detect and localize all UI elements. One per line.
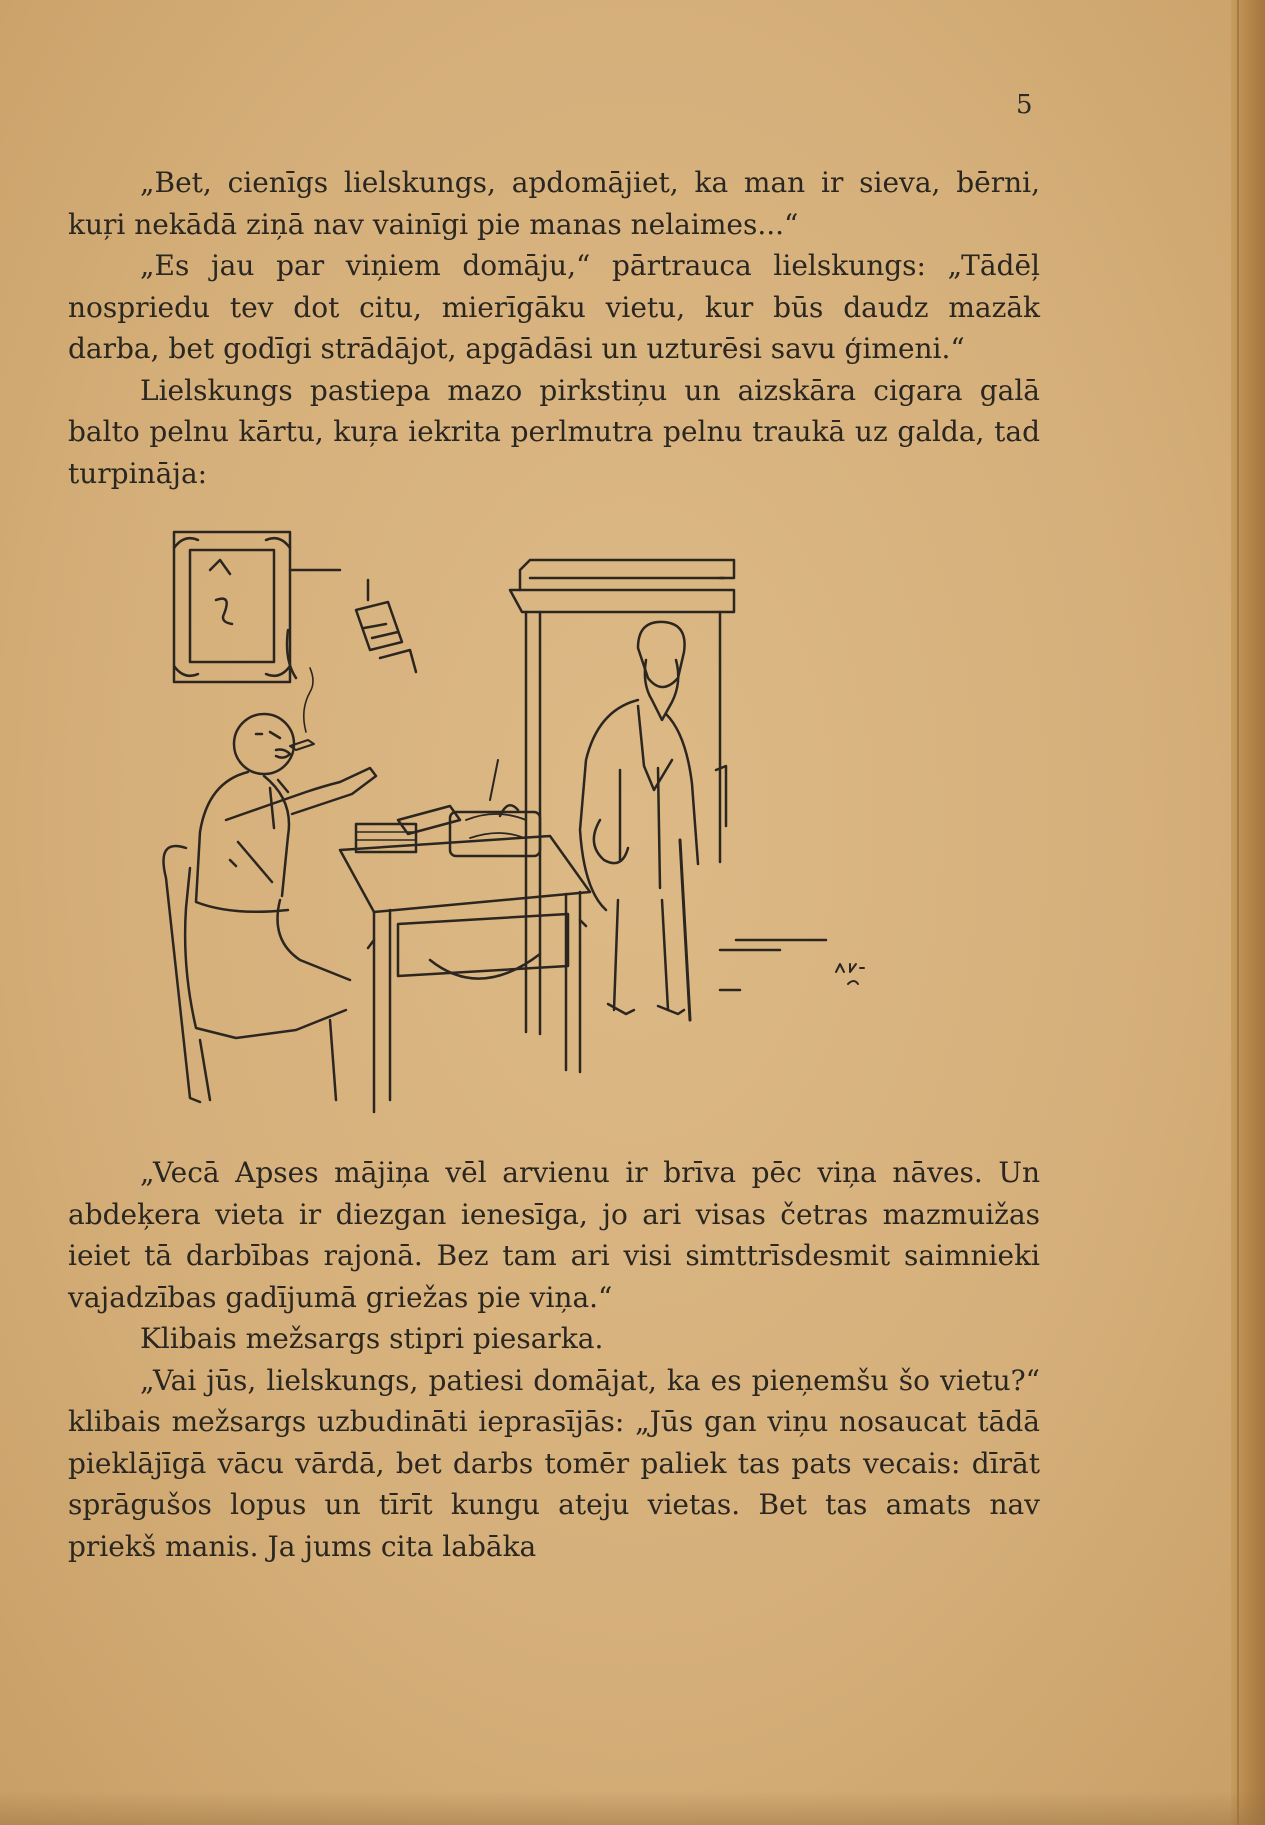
paragraph: „Es jau par viņiem domāju,“ pārtrauca lielskungs: „Tādēļ nospriedu tev dot citu, mierīgāku vietu, kur būs daudz mazāk darba, bet godīgi strādājot, apgādāsi un uzturēsi savu ģimeni.“ <box>68 249 1040 365</box>
forester-figure <box>580 622 698 1020</box>
squire-figure <box>196 668 376 980</box>
paragraph: „Bet, cienīgs lielskungs, apdomājiet, ka man ir sieva, bērni, kuŗi nekādā ziņā nav vainīgi pie manas nelaimes...“ <box>68 166 1040 241</box>
paragraph: „Vai jūs, lielskungs, patiesi domājat, ka es pieņemšu šo vietu?“ klibais mežsargs uzbudināti ieprasījās: „Jūs gan viņu nosaucat tādā pieklājīgā vācu vārdā, bet darbs tomēr paliek tas pats vecais: dīrāt sprāgušos lopus un tīrīt kungu ateju vietas. Bet tas amats nav priekš manis. Ja jums cita labāka <box>68 1363 1040 1563</box>
floor-lines <box>720 940 826 990</box>
paragraph: Klibais mežsargs stipri piesarka. <box>140 1322 604 1355</box>
binding-line <box>1237 0 1239 1825</box>
picture-frame <box>174 532 340 682</box>
paragraph: Lielskungs pastiepa mazo pirkstiņu un aizskāra cigara galā balto pelnu kārtu, kuŗa iekrita perlmutra pelnu traukā uz galda, tad turpināja: <box>68 373 1040 490</box>
page-bottom-shadow <box>0 1791 1265 1825</box>
signature-mark <box>836 964 864 984</box>
paragraph: „Vecā Apses mājiņa vēl arvienu ir brīva pēc viņa nāves. Un abdeķera vieta ir diezgan ienesīga, jo ari visas četras mazmuižas ieiet tā darbības rajonā. Bez tam ari visi simttrīsdesmit saimnieki vajadzības gadījumā griežas pie viņa.“ <box>68 1156 1040 1314</box>
text-block-top <box>68 162 1040 494</box>
hanging-papers <box>287 580 416 678</box>
stove <box>510 560 734 1034</box>
illustration <box>160 520 980 1120</box>
text-block-bottom <box>68 1152 1040 1567</box>
page-number: 5 <box>1016 90 1033 120</box>
desk <box>340 836 590 1112</box>
armchair <box>164 846 347 1102</box>
